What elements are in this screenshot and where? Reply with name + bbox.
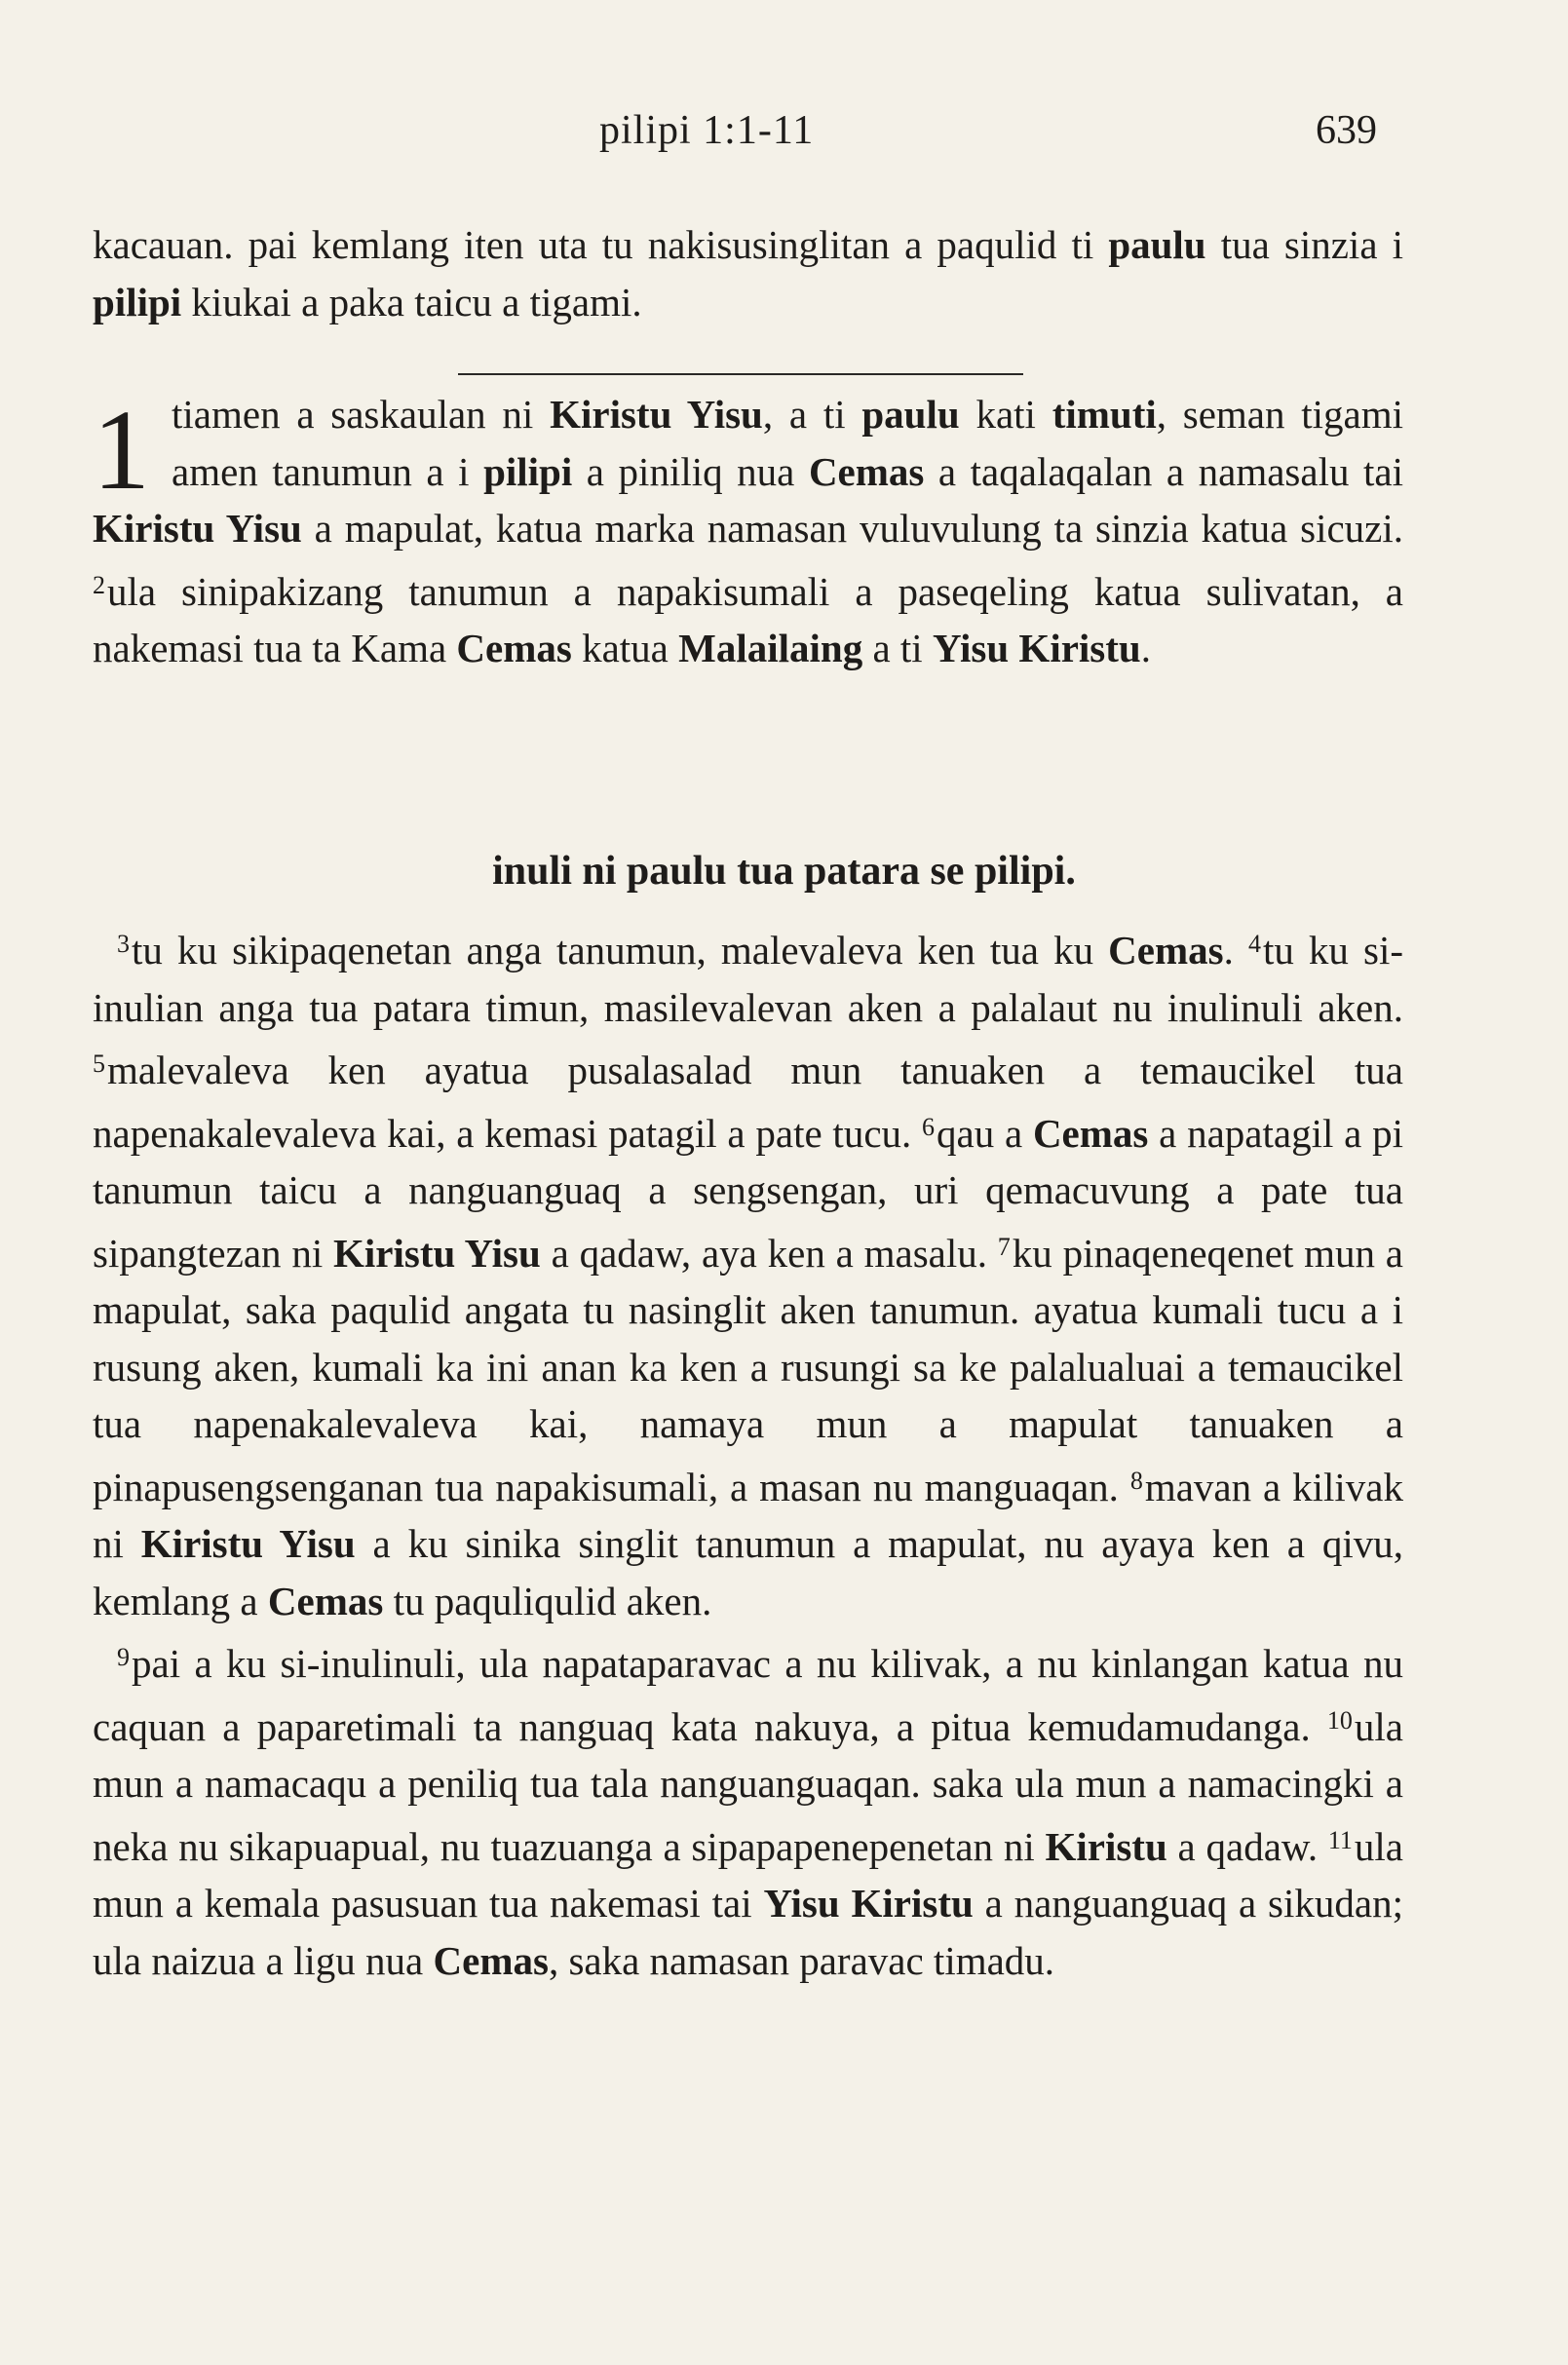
text-run: katua	[571, 626, 679, 670]
text-run: pai a ku si-inulinuli, ula napataparavac a nu kilivak, a nu kinlangan katua nu caquan a paparetimali ta nanguaq kata nakuya, a pitua kemudamudanga.	[93, 1641, 1403, 1749]
text-run: tiamen a saskaulan ni	[172, 392, 551, 437]
text-run: mavan a kilivak ni	[93, 1464, 1403, 1566]
text-run: qau a	[937, 1110, 1033, 1156]
name-paulu: paulu	[861, 392, 960, 437]
text-run: a taqalaqalan a namasalu tai	[924, 448, 1403, 494]
text-run: a nanguanguaq a sikudan; ula naizua a ligu nua	[93, 1881, 1403, 1983]
text-run: a qadaw, aya ken a masalu.	[540, 1230, 998, 1276]
text-run: a napatagil a pi tanumun taicu a nanguanguaq a sengsengan, uri qemacuvung a pate tua sipangtezan ni	[93, 1110, 1403, 1276]
text-run: ula sinipakizang tanumun a napakisumali a paseqeling katua sulivatan, a nakemasi tua ta Kama	[93, 568, 1403, 670]
name-cemas: Cemas	[267, 1578, 384, 1623]
text-run: kati	[959, 392, 1052, 437]
text-run: ula mun a kemala pasusuan tua nakemasi tai	[93, 1823, 1403, 1926]
section-divider	[458, 373, 1023, 375]
verse-number: 6	[922, 1112, 936, 1141]
verse-number: 11	[1327, 1825, 1353, 1854]
name-cemas: Cemas	[456, 626, 572, 670]
text-run: a ti	[862, 626, 933, 670]
section-heading: inuli ni paulu tua patara se pilipi.	[492, 849, 1076, 894]
body-text	[93, 916, 1403, 1989]
verse-number: 2	[93, 570, 105, 599]
verse-number: 10	[1326, 1705, 1353, 1735]
verse-number: 8	[1129, 1466, 1143, 1495]
text-run: , a ti	[762, 392, 862, 437]
running-head: pilipi 1:1-11	[599, 108, 815, 153]
name-pilipi: pilipi	[93, 279, 182, 324]
name-cemas: Cemas	[1108, 928, 1224, 973]
text-run: tu ku sikipaqenetan anga tanumun, malevaleva ken tua ku	[132, 928, 1109, 973]
text-run: tua sinzia i	[1205, 222, 1403, 267]
text-run: a piniliq nua	[572, 448, 809, 494]
text-run: .	[1140, 626, 1151, 670]
name-yisu-kiristu: Yisu Kiristu	[763, 1881, 974, 1926]
name-yisu-kiristu: Yisu Kiristu	[932, 626, 1141, 670]
verse-number: 4	[1247, 930, 1261, 958]
chapter-number: 1	[93, 386, 150, 514]
page-number: 639	[1316, 108, 1377, 153]
name-kiristu: Kiristu	[1045, 1823, 1167, 1869]
text-run: tu ku si-inulian anga tua patara timun, masilevalevan aken a palalaut nu inulinuli aken.	[93, 928, 1404, 1030]
name-kiristu-yisu: Kiristu Yisu	[333, 1230, 541, 1276]
name-kiristu-yisu: Kiristu Yisu	[93, 506, 302, 551]
text-run: , seman tigami amen tanumun a i	[172, 392, 1404, 494]
text-run: a ku sinika singlit tanumun a mapulat, nu ayaya ken a qivu, kemlang a	[93, 1521, 1404, 1623]
text-run: malevaleva ken ayatua pusalasalad mun tanuaken a temaucikel tua napenakalevaleva kai, a kemasi patagil a pate tucu.	[93, 1048, 1403, 1156]
verse-number: 7	[997, 1232, 1011, 1261]
page-header	[0, 97, 1568, 156]
name-paulu: paulu	[1108, 222, 1206, 267]
text-run: kiukai a paka taicu a tigami.	[181, 279, 642, 324]
name-pilipi: pilipi	[483, 448, 573, 494]
name-cemas: Cemas	[808, 448, 925, 494]
chapter-1-opening	[93, 386, 1403, 677]
text-run: .	[1223, 928, 1248, 973]
name-cemas: Cemas	[433, 1937, 549, 1983]
name-kiristu-yisu: Kiristu Yisu	[140, 1521, 356, 1566]
text-run: a mapulat, katua marka namasan vuluvulung ta sinzia katua sicuzi.	[301, 506, 1403, 551]
paragraph-verse-9	[93, 1629, 1403, 1989]
verse-number: 3	[117, 930, 130, 958]
verse-number: 5	[93, 1049, 105, 1078]
text-run: tu paquliqulid aken.	[383, 1578, 712, 1623]
name-kiristu-yisu: Kiristu Yisu	[550, 392, 763, 437]
intro-paragraph	[93, 216, 1403, 330]
text-run: a qadaw.	[1166, 1823, 1328, 1869]
text-run: kacauan. pai kemlang iten uta tu nakisusinglitan a paqulid ti	[93, 222, 1109, 267]
text-run: ku pinaqeneqenet mun a mapulat, saka paqulid angata tu nasinglit aken tanumun. ayatua kumali tucu a i rusung aken, kumali ka ini anan ka ken a rusungi sa ke palalualuai a temaucikel tua napenakalevaleva kai, namaya mun a mapulat tanuaken a pinapusengsenganan tua napakisumali, a masan nu manguaqan.	[93, 1230, 1404, 1509]
name-cemas: Cemas	[1032, 1110, 1149, 1156]
name-malailaing: Malailaing	[678, 626, 863, 670]
verse-number: 9	[117, 1643, 130, 1671]
text-run: ula mun a namacaqu a peniliq tua tala nanguanguaqan. saka ula mun a namacingki a neka nu sikapuapual, nu tuazuanga a sipapapenepenetan ni	[93, 1703, 1403, 1869]
name-timuti: timuti	[1052, 392, 1157, 437]
text-run: , saka namasan paravac timadu.	[548, 1937, 1055, 1983]
